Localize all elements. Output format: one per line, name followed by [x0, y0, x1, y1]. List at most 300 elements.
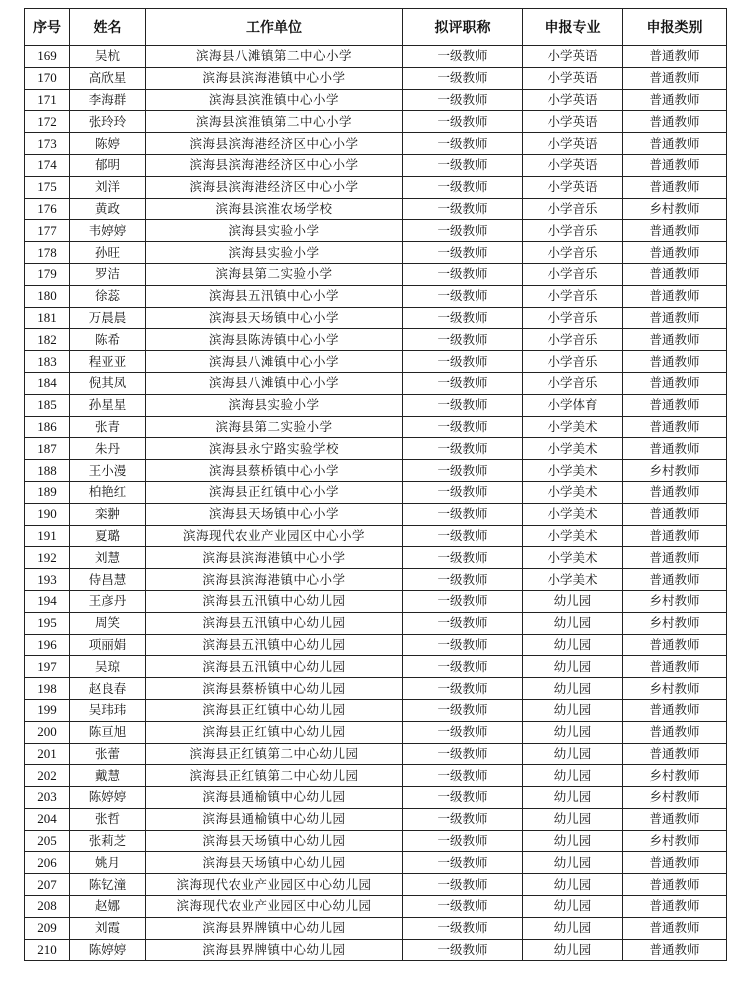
category-cell: 普通教师	[623, 721, 727, 743]
header-specialty: 申报专业	[523, 9, 623, 46]
proposed-title-cell: 一级教师	[403, 89, 523, 111]
work-unit-cell: 滨海县滨海港经济区中心小学	[146, 176, 403, 198]
table-row	[25, 285, 727, 307]
name-cell: 孙旺	[70, 242, 146, 264]
proposed-title-cell: 一级教师	[403, 678, 523, 700]
proposed-title-cell: 一级教师	[403, 307, 523, 329]
work-unit-cell: 滨海县滨淮镇中心小学	[146, 89, 403, 111]
serial-number-cell: 208	[25, 896, 70, 918]
name-cell: 陈婷婷	[70, 939, 146, 961]
category-cell: 普通教师	[623, 634, 727, 656]
header-proposed-title: 拟评职称	[403, 9, 523, 46]
specialty-cell: 小学音乐	[523, 307, 623, 329]
serial-number-cell: 171	[25, 89, 70, 111]
work-unit-cell: 滨海现代农业产业园区中心幼儿园	[146, 896, 403, 918]
proposed-title-cell: 一级教师	[403, 460, 523, 482]
proposed-title-cell: 一级教师	[403, 133, 523, 155]
work-unit-cell: 滨海县第二实验小学	[146, 263, 403, 285]
serial-number-cell: 177	[25, 220, 70, 242]
serial-number-cell: 199	[25, 699, 70, 721]
proposed-title-cell: 一级教师	[403, 808, 523, 830]
proposed-title-cell: 一级教师	[403, 896, 523, 918]
category-cell: 普通教师	[623, 699, 727, 721]
serial-number-cell: 169	[25, 46, 70, 68]
table-row	[25, 569, 727, 591]
work-unit-cell: 滨海县五汛镇中心幼儿园	[146, 634, 403, 656]
proposed-title-cell: 一级教师	[403, 67, 523, 89]
table-row	[25, 917, 727, 939]
work-unit-cell: 滨海县天场镇中心幼儿园	[146, 830, 403, 852]
work-unit-cell: 滨海现代农业产业园区中心幼儿园	[146, 874, 403, 896]
specialty-cell: 小学音乐	[523, 329, 623, 351]
category-cell: 普通教师	[623, 939, 727, 961]
proposed-title-cell: 一级教师	[403, 569, 523, 591]
work-unit-cell: 滨海县天场镇中心幼儿园	[146, 852, 403, 874]
category-cell: 普通教师	[623, 285, 727, 307]
specialty-cell: 幼儿园	[523, 874, 623, 896]
name-cell: 万晨晨	[70, 307, 146, 329]
work-unit-cell: 滨海县实验小学	[146, 242, 403, 264]
work-unit-cell: 滨海县正红镇第二中心幼儿园	[146, 765, 403, 787]
work-unit-cell: 滨海县滨淮农场学校	[146, 198, 403, 220]
serial-number-cell: 192	[25, 547, 70, 569]
name-cell: 刘慧	[70, 547, 146, 569]
name-cell: 陈钇潼	[70, 874, 146, 896]
work-unit-cell: 滨海县五汛镇中心幼儿园	[146, 656, 403, 678]
name-cell: 张哲	[70, 808, 146, 830]
name-cell: 项丽娟	[70, 634, 146, 656]
table-row	[25, 896, 727, 918]
work-unit-cell: 滨海县八滩镇第二中心小学	[146, 46, 403, 68]
name-cell: 刘霞	[70, 917, 146, 939]
category-cell: 普通教师	[623, 89, 727, 111]
work-unit-cell: 滨海县蔡桥镇中心小学	[146, 460, 403, 482]
serial-number-cell: 189	[25, 481, 70, 503]
name-cell: 倪其凤	[70, 372, 146, 394]
proposed-title-cell: 一级教师	[403, 503, 523, 525]
specialty-cell: 小学音乐	[523, 351, 623, 373]
work-unit-cell: 滨海县正红镇中心小学	[146, 481, 403, 503]
proposed-title-cell: 一级教师	[403, 111, 523, 133]
category-cell: 普通教师	[623, 263, 727, 285]
name-cell: 张青	[70, 416, 146, 438]
proposed-title-cell: 一级教师	[403, 525, 523, 547]
category-cell: 普通教师	[623, 743, 727, 765]
table-row	[25, 307, 727, 329]
name-cell: 栾翀	[70, 503, 146, 525]
proposed-title-cell: 一级教师	[403, 721, 523, 743]
specialty-cell: 幼儿园	[523, 896, 623, 918]
serial-number-cell: 209	[25, 917, 70, 939]
serial-number-cell: 172	[25, 111, 70, 133]
category-cell: 普通教师	[623, 329, 727, 351]
specialty-cell: 小学体育	[523, 394, 623, 416]
table-row	[25, 525, 727, 547]
table-row	[25, 176, 727, 198]
proposed-title-cell: 一级教师	[403, 242, 523, 264]
category-cell: 乡村教师	[623, 198, 727, 220]
name-cell: 赵良春	[70, 678, 146, 700]
proposed-title-cell: 一级教师	[403, 198, 523, 220]
name-cell: 陈亘旭	[70, 721, 146, 743]
serial-number-cell: 195	[25, 612, 70, 634]
table-row	[25, 481, 727, 503]
work-unit-cell: 滨海县第二实验小学	[146, 416, 403, 438]
specialty-cell: 幼儿园	[523, 787, 623, 809]
table-row	[25, 678, 727, 700]
specialty-cell: 幼儿园	[523, 852, 623, 874]
name-cell: 吴杭	[70, 46, 146, 68]
serial-number-cell: 206	[25, 852, 70, 874]
category-cell: 普通教师	[623, 852, 727, 874]
serial-number-cell: 186	[25, 416, 70, 438]
category-cell: 普通教师	[623, 808, 727, 830]
proposed-title-cell: 一级教师	[403, 852, 523, 874]
specialty-cell: 小学英语	[523, 111, 623, 133]
specialty-cell: 幼儿园	[523, 678, 623, 700]
table-body	[25, 46, 727, 961]
proposed-title-cell: 一级教师	[403, 612, 523, 634]
table-row	[25, 89, 727, 111]
serial-number-cell: 196	[25, 634, 70, 656]
category-cell: 普通教师	[623, 46, 727, 68]
specialty-cell: 幼儿园	[523, 721, 623, 743]
work-unit-cell: 滨海县正红镇中心幼儿园	[146, 721, 403, 743]
serial-number-cell: 178	[25, 242, 70, 264]
serial-number-cell: 180	[25, 285, 70, 307]
serial-number-cell: 185	[25, 394, 70, 416]
table-row	[25, 787, 727, 809]
table-row	[25, 460, 727, 482]
specialty-cell: 幼儿园	[523, 590, 623, 612]
table-row	[25, 67, 727, 89]
proposed-title-cell: 一级教师	[403, 917, 523, 939]
proposed-title-cell: 一级教师	[403, 656, 523, 678]
name-cell: 朱丹	[70, 438, 146, 460]
proposed-title-cell: 一级教师	[403, 154, 523, 176]
category-cell: 普通教师	[623, 307, 727, 329]
category-cell: 普通教师	[623, 896, 727, 918]
name-cell: 张蕾	[70, 743, 146, 765]
serial-number-cell: 181	[25, 307, 70, 329]
category-cell: 普通教师	[623, 220, 727, 242]
serial-number-cell: 210	[25, 939, 70, 961]
category-cell: 普通教师	[623, 656, 727, 678]
proposed-title-cell: 一级教师	[403, 699, 523, 721]
name-cell: 张莉芝	[70, 830, 146, 852]
category-cell: 普通教师	[623, 67, 727, 89]
table-row	[25, 242, 727, 264]
category-cell: 普通教师	[623, 176, 727, 198]
serial-number-cell: 190	[25, 503, 70, 525]
table-row	[25, 351, 727, 373]
proposed-title-cell: 一级教师	[403, 765, 523, 787]
specialty-cell: 小学英语	[523, 89, 623, 111]
name-cell: 张玲玲	[70, 111, 146, 133]
proposed-title-cell: 一级教师	[403, 372, 523, 394]
specialty-cell: 幼儿园	[523, 699, 623, 721]
work-unit-cell: 滨海县界牌镇中心幼儿园	[146, 917, 403, 939]
table-row	[25, 394, 727, 416]
specialty-cell: 小学美术	[523, 503, 623, 525]
proposed-title-cell: 一级教师	[403, 351, 523, 373]
table-row	[25, 133, 727, 155]
serial-number-cell: 176	[25, 198, 70, 220]
proposed-title-cell: 一级教师	[403, 481, 523, 503]
name-cell: 高欣星	[70, 67, 146, 89]
specialty-cell: 小学美术	[523, 525, 623, 547]
name-cell: 徐蕊	[70, 285, 146, 307]
proposed-title-cell: 一级教师	[403, 220, 523, 242]
name-cell: 吴玮玮	[70, 699, 146, 721]
serial-number-cell: 201	[25, 743, 70, 765]
serial-number-cell: 179	[25, 263, 70, 285]
work-unit-cell: 滨海县滨海港镇中心小学	[146, 569, 403, 591]
specialty-cell: 小学英语	[523, 133, 623, 155]
work-unit-cell: 滨海县滨海港经济区中心小学	[146, 133, 403, 155]
specialty-cell: 幼儿园	[523, 917, 623, 939]
serial-number-cell: 202	[25, 765, 70, 787]
serial-number-cell: 204	[25, 808, 70, 830]
table-row	[25, 656, 727, 678]
name-cell: 王小漫	[70, 460, 146, 482]
serial-number-cell: 194	[25, 590, 70, 612]
category-cell: 普通教师	[623, 351, 727, 373]
proposed-title-cell: 一级教师	[403, 874, 523, 896]
name-cell: 戴慧	[70, 765, 146, 787]
table-row	[25, 416, 727, 438]
category-cell: 普通教师	[623, 372, 727, 394]
work-unit-cell: 滨海县正红镇中心幼儿园	[146, 699, 403, 721]
work-unit-cell: 滨海县滨海港经济区中心小学	[146, 154, 403, 176]
work-unit-cell: 滨海县永宁路实验学校	[146, 438, 403, 460]
name-cell: 李海群	[70, 89, 146, 111]
table-row	[25, 46, 727, 68]
table-row	[25, 590, 727, 612]
serial-number-cell: 188	[25, 460, 70, 482]
category-cell: 乡村教师	[623, 678, 727, 700]
specialty-cell: 小学音乐	[523, 198, 623, 220]
table-row	[25, 852, 727, 874]
category-cell: 普通教师	[623, 242, 727, 264]
serial-number-cell: 184	[25, 372, 70, 394]
table-row	[25, 743, 727, 765]
specialty-cell: 小学音乐	[523, 263, 623, 285]
name-cell: 吴琼	[70, 656, 146, 678]
category-cell: 乡村教师	[623, 590, 727, 612]
specialty-cell: 小学英语	[523, 176, 623, 198]
proposed-title-cell: 一级教师	[403, 416, 523, 438]
work-unit-cell: 滨海现代农业产业园区中心小学	[146, 525, 403, 547]
category-cell: 乡村教师	[623, 460, 727, 482]
proposed-title-cell: 一级教师	[403, 263, 523, 285]
specialty-cell: 幼儿园	[523, 656, 623, 678]
specialty-cell: 幼儿园	[523, 634, 623, 656]
serial-number-cell: 200	[25, 721, 70, 743]
table-row	[25, 765, 727, 787]
category-cell: 普通教师	[623, 481, 727, 503]
work-unit-cell: 滨海县蔡桥镇中心幼儿园	[146, 678, 403, 700]
serial-number-cell: 174	[25, 154, 70, 176]
specialty-cell: 幼儿园	[523, 808, 623, 830]
serial-number-cell: 207	[25, 874, 70, 896]
header-name: 姓名	[70, 9, 146, 46]
table-row	[25, 503, 727, 525]
specialty-cell: 小学音乐	[523, 242, 623, 264]
work-unit-cell: 滨海县八滩镇中心小学	[146, 372, 403, 394]
specialty-cell: 幼儿园	[523, 765, 623, 787]
table-row	[25, 111, 727, 133]
table-header	[25, 9, 727, 46]
specialty-cell: 小学美术	[523, 481, 623, 503]
category-cell: 普通教师	[623, 133, 727, 155]
specialty-cell: 小学美术	[523, 460, 623, 482]
table-row	[25, 830, 727, 852]
work-unit-cell: 滨海县界牌镇中心幼儿园	[146, 939, 403, 961]
work-unit-cell: 滨海县实验小学	[146, 394, 403, 416]
proposed-title-cell: 一级教师	[403, 590, 523, 612]
proposed-title-cell: 一级教师	[403, 46, 523, 68]
category-cell: 普通教师	[623, 438, 727, 460]
header-row	[25, 9, 727, 46]
specialty-cell: 小学英语	[523, 46, 623, 68]
category-cell: 普通教师	[623, 394, 727, 416]
work-unit-cell: 滨海县滨海港镇中心小学	[146, 547, 403, 569]
table-row	[25, 263, 727, 285]
proposed-title-cell: 一级教师	[403, 285, 523, 307]
header-work-unit: 工作单位	[146, 9, 403, 46]
proposed-title-cell: 一级教师	[403, 176, 523, 198]
table-row	[25, 329, 727, 351]
specialty-cell: 小学英语	[523, 154, 623, 176]
serial-number-cell: 170	[25, 67, 70, 89]
specialty-cell: 小学美术	[523, 438, 623, 460]
category-cell: 普通教师	[623, 154, 727, 176]
serial-number-cell: 183	[25, 351, 70, 373]
category-cell: 乡村教师	[623, 612, 727, 634]
category-cell: 普通教师	[623, 416, 727, 438]
header-serial-number: 序号	[25, 9, 70, 46]
category-cell: 普通教师	[623, 111, 727, 133]
specialty-cell: 小学音乐	[523, 285, 623, 307]
specialty-cell: 小学美术	[523, 547, 623, 569]
serial-number-cell: 203	[25, 787, 70, 809]
serial-number-cell: 187	[25, 438, 70, 460]
category-cell: 普通教师	[623, 525, 727, 547]
table-row	[25, 612, 727, 634]
work-unit-cell: 滨海县滨淮镇第二中心小学	[146, 111, 403, 133]
serial-number-cell: 175	[25, 176, 70, 198]
name-cell: 夏璐	[70, 525, 146, 547]
specialty-cell: 幼儿园	[523, 939, 623, 961]
category-cell: 普通教师	[623, 569, 727, 591]
serial-number-cell: 198	[25, 678, 70, 700]
category-cell: 普通教师	[623, 547, 727, 569]
serial-number-cell: 193	[25, 569, 70, 591]
name-cell: 陈希	[70, 329, 146, 351]
name-cell: 姚月	[70, 852, 146, 874]
name-cell: 陈婷	[70, 133, 146, 155]
work-unit-cell: 滨海县五汛镇中心小学	[146, 285, 403, 307]
specialty-cell: 幼儿园	[523, 743, 623, 765]
name-cell: 罗洁	[70, 263, 146, 285]
specialty-cell: 小学美术	[523, 569, 623, 591]
category-cell: 乡村教师	[623, 765, 727, 787]
work-unit-cell: 滨海县正红镇第二中心幼儿园	[146, 743, 403, 765]
name-cell: 侍昌慧	[70, 569, 146, 591]
proposed-title-cell: 一级教师	[403, 634, 523, 656]
work-unit-cell: 滨海县实验小学	[146, 220, 403, 242]
table-row	[25, 874, 727, 896]
name-cell: 周笑	[70, 612, 146, 634]
table-row	[25, 154, 727, 176]
work-unit-cell: 滨海县通榆镇中心幼儿园	[146, 808, 403, 830]
table-row	[25, 634, 727, 656]
table-row	[25, 721, 727, 743]
proposed-title-cell: 一级教师	[403, 787, 523, 809]
proposed-title-cell: 一级教师	[403, 939, 523, 961]
table-row	[25, 198, 727, 220]
category-cell: 普通教师	[623, 917, 727, 939]
serial-number-cell: 173	[25, 133, 70, 155]
table-row	[25, 372, 727, 394]
teacher-title-table	[24, 8, 727, 961]
work-unit-cell: 滨海县滨海港镇中心小学	[146, 67, 403, 89]
table-row	[25, 699, 727, 721]
table-row	[25, 438, 727, 460]
category-cell: 普通教师	[623, 503, 727, 525]
work-unit-cell: 滨海县五汛镇中心幼儿园	[146, 590, 403, 612]
specialty-cell: 小学英语	[523, 67, 623, 89]
name-cell: 柏艳红	[70, 481, 146, 503]
name-cell: 韦婷婷	[70, 220, 146, 242]
specialty-cell: 小学音乐	[523, 372, 623, 394]
work-unit-cell: 滨海县五汛镇中心幼儿园	[146, 612, 403, 634]
specialty-cell: 小学音乐	[523, 220, 623, 242]
work-unit-cell: 滨海县通榆镇中心幼儿园	[146, 787, 403, 809]
name-cell: 陈婷婷	[70, 787, 146, 809]
specialty-cell: 幼儿园	[523, 612, 623, 634]
serial-number-cell: 197	[25, 656, 70, 678]
specialty-cell: 小学美术	[523, 416, 623, 438]
proposed-title-cell: 一级教师	[403, 394, 523, 416]
proposed-title-cell: 一级教师	[403, 830, 523, 852]
name-cell: 黄政	[70, 198, 146, 220]
proposed-title-cell: 一级教师	[403, 329, 523, 351]
serial-number-cell: 191	[25, 525, 70, 547]
table-row	[25, 547, 727, 569]
serial-number-cell: 182	[25, 329, 70, 351]
proposed-title-cell: 一级教师	[403, 438, 523, 460]
category-cell: 普通教师	[623, 874, 727, 896]
name-cell: 赵娜	[70, 896, 146, 918]
specialty-cell: 幼儿园	[523, 830, 623, 852]
name-cell: 王彦丹	[70, 590, 146, 612]
category-cell: 乡村教师	[623, 787, 727, 809]
name-cell: 孙星星	[70, 394, 146, 416]
name-cell: 刘洋	[70, 176, 146, 198]
serial-number-cell: 205	[25, 830, 70, 852]
table-row	[25, 220, 727, 242]
work-unit-cell: 滨海县八滩镇中心小学	[146, 351, 403, 373]
name-cell: 程亚亚	[70, 351, 146, 373]
proposed-title-cell: 一级教师	[403, 547, 523, 569]
work-unit-cell: 滨海县天场镇中心小学	[146, 307, 403, 329]
work-unit-cell: 滨海县陈涛镇中心小学	[146, 329, 403, 351]
document-page	[24, 8, 726, 961]
category-cell: 乡村教师	[623, 830, 727, 852]
proposed-title-cell: 一级教师	[403, 743, 523, 765]
